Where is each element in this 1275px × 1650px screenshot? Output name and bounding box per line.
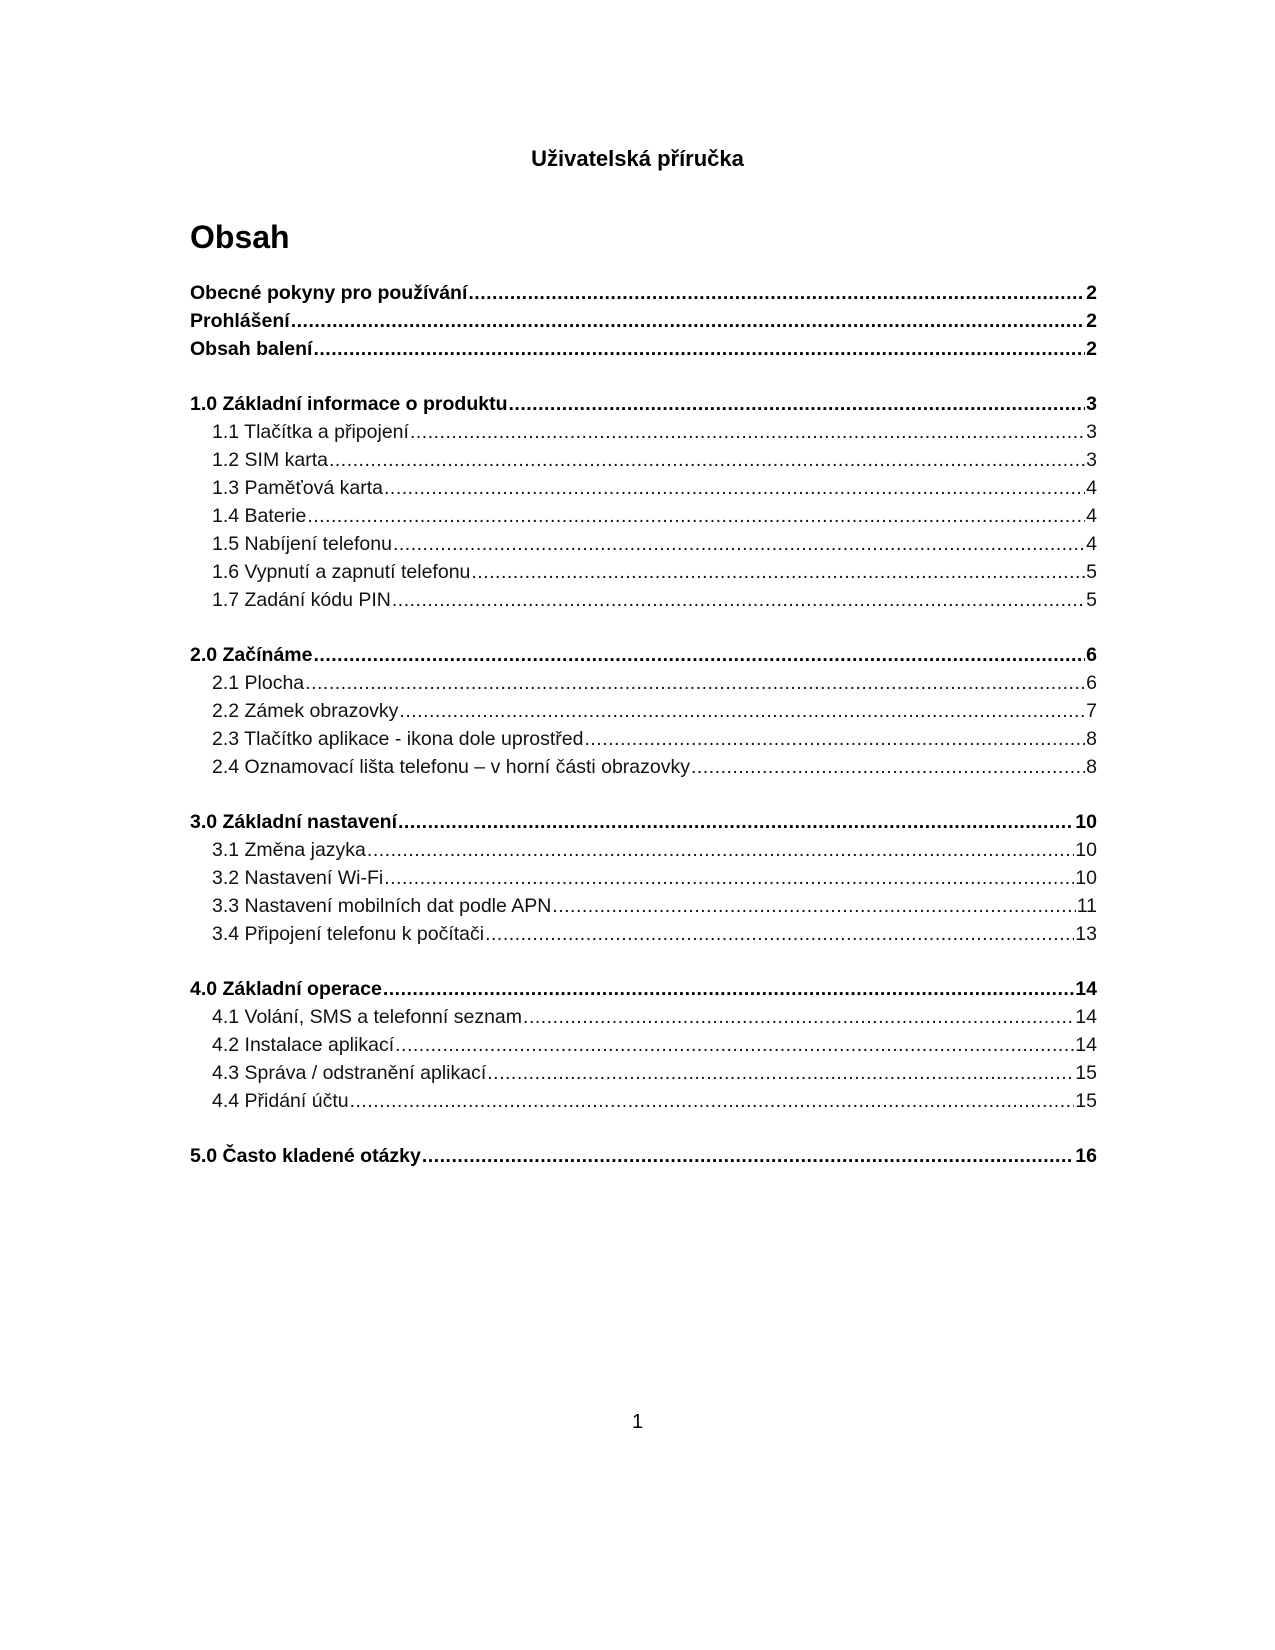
toc-entry-label: 3.3 Nastavení mobilních dat podle APN — [212, 895, 552, 917]
document-title: Uživatelská příručka — [531, 146, 744, 171]
toc-entry-page: 3 — [1086, 449, 1097, 471]
toc-dot-leader — [313, 335, 1085, 363]
toc-dot-leader — [329, 446, 1085, 474]
toc-entry-label: 2.4 Oznamovací lišta telefonu – v horní části obrazovky — [212, 756, 690, 778]
toc-entry[interactable] — [190, 836, 1097, 864]
toc-dot-leader — [399, 697, 1085, 725]
toc-entry-label: 1.7 Zadání kódu PIN — [212, 589, 391, 611]
toc-dot-leader — [393, 530, 1085, 558]
toc-entry-page: 15 — [1075, 1090, 1097, 1112]
toc-dot-leader — [584, 725, 1085, 753]
toc-entry[interactable] — [190, 920, 1097, 948]
toc-entry-page: 3 — [1086, 393, 1097, 415]
toc-entry-label: 1.0 Základní informace o produktu — [190, 393, 508, 415]
toc-entry[interactable] — [190, 502, 1097, 530]
toc-entry-page: 2 — [1086, 282, 1097, 304]
toc-entry-label: 2.1 Plocha — [212, 672, 305, 694]
toc-entry-label: 2.3 Tlačítko aplikace - ikona dole uprostřed — [212, 728, 584, 750]
toc-entry[interactable] — [190, 697, 1097, 725]
toc-entry[interactable] — [190, 335, 1097, 363]
toc-entry-page: 2 — [1086, 310, 1097, 332]
toc-entry-label: 5.0 Často kladené otázky — [190, 1145, 421, 1167]
toc-dot-leader — [383, 975, 1074, 1003]
toc-dot-leader — [508, 390, 1085, 418]
toc-entry-label: 1.2 SIM karta — [212, 449, 328, 471]
toc-entry[interactable] — [190, 530, 1097, 558]
table-of-contents — [190, 279, 1097, 1170]
toc-entry[interactable] — [190, 558, 1097, 586]
toc-entry-label: 4.3 Správa / odstranění aplikací — [212, 1062, 487, 1084]
toc-entry-label: 3.2 Nastavení Wi-Fi — [212, 867, 384, 889]
toc-dot-leader — [307, 502, 1085, 530]
toc-heading: Obsah — [190, 219, 290, 255]
toc-entry-page: 10 — [1075, 867, 1097, 889]
toc-entry-page: 6 — [1086, 644, 1097, 666]
toc-entry-page: 10 — [1075, 839, 1097, 861]
toc-entry[interactable] — [190, 307, 1097, 335]
toc-entry-label: 4.1 Volání, SMS a telefonní seznam — [212, 1006, 523, 1028]
toc-entry[interactable] — [190, 892, 1097, 920]
toc-dot-leader — [468, 279, 1085, 307]
toc-dot-leader — [395, 1031, 1074, 1059]
toc-dot-leader — [485, 920, 1074, 948]
toc-entry[interactable] — [190, 669, 1097, 697]
toc-entry[interactable] — [190, 446, 1097, 474]
toc-entry-page: 13 — [1075, 923, 1097, 945]
toc-dot-leader — [350, 1087, 1075, 1115]
toc-entry-label: 4.4 Přidání účtu — [212, 1090, 349, 1112]
toc-entry-page: 11 — [1076, 895, 1097, 917]
toc-entry[interactable] — [190, 1031, 1097, 1059]
toc-entry[interactable] — [190, 1059, 1097, 1087]
toc-dot-leader — [410, 418, 1085, 446]
toc-entry-page: 4 — [1086, 533, 1097, 555]
toc-dot-leader — [392, 586, 1085, 614]
toc-dot-leader — [313, 641, 1085, 669]
toc-entry[interactable] — [190, 1142, 1097, 1170]
toc-entry[interactable] — [190, 474, 1097, 502]
toc-entry-label: Prohlášení — [190, 310, 290, 332]
toc-entry[interactable] — [190, 808, 1097, 836]
toc-entry-page: 16 — [1075, 1145, 1097, 1167]
toc-entry-page: 14 — [1075, 1034, 1097, 1056]
toc-dot-leader — [487, 1059, 1074, 1087]
toc-dot-leader — [305, 669, 1085, 697]
toc-entry-label: 3.1 Změna jazyka — [212, 839, 366, 861]
toc-dot-leader — [291, 307, 1085, 335]
toc-entry[interactable] — [190, 864, 1097, 892]
toc-entry-label: 3.4 Připojení telefonu k počítači — [212, 923, 485, 945]
toc-entry-label: 1.1 Tlačítka a připojení — [212, 421, 409, 443]
toc-entry-label: Obsah balení — [190, 338, 313, 360]
toc-entry-label: 1.5 Nabíjení telefonu — [212, 533, 392, 555]
toc-entry[interactable] — [190, 279, 1097, 307]
toc-entry-label: 2.0 Začínáme — [190, 644, 313, 666]
toc-dot-leader — [384, 864, 1074, 892]
page-number: 1 — [631, 1411, 644, 1433]
toc-entry[interactable] — [190, 1003, 1097, 1031]
toc-entry-label: 4.0 Základní operace — [190, 978, 382, 1000]
toc-entry-label: 1.3 Paměťová karta — [212, 477, 383, 499]
toc-dot-leader — [422, 1142, 1074, 1170]
toc-dot-leader — [367, 836, 1074, 864]
toc-entry-page: 4 — [1086, 477, 1097, 499]
toc-entry[interactable] — [190, 753, 1097, 781]
toc-entry-page: 7 — [1086, 700, 1097, 722]
toc-entry[interactable] — [190, 418, 1097, 446]
toc-entry-page: 5 — [1086, 589, 1097, 611]
toc-entry[interactable] — [190, 1087, 1097, 1115]
toc-entry-page: 14 — [1075, 978, 1097, 1000]
toc-entry-page: 8 — [1086, 728, 1097, 750]
toc-dot-leader — [523, 1003, 1074, 1031]
toc-entry-label: Obecné pokyny pro používání — [190, 282, 468, 304]
toc-entry-page: 4 — [1086, 505, 1097, 527]
toc-dot-leader — [398, 808, 1074, 836]
toc-entry-label: 3.0 Základní nastavení — [190, 811, 398, 833]
toc-entry-label: 1.6 Vypnutí a zapnutí telefonu — [212, 561, 471, 583]
toc-entry[interactable] — [190, 390, 1097, 418]
toc-entry-label: 4.2 Instalace aplikací — [212, 1034, 395, 1056]
toc-dot-leader — [691, 753, 1085, 781]
toc-dot-leader — [471, 558, 1085, 586]
toc-entry[interactable] — [190, 975, 1097, 1003]
toc-entry-page: 6 — [1086, 672, 1097, 694]
toc-entry-page: 14 — [1075, 1006, 1097, 1028]
toc-entry-page: 10 — [1075, 811, 1097, 833]
toc-dot-leader — [384, 474, 1085, 502]
toc-entry[interactable] — [190, 586, 1097, 614]
toc-entry-page: 2 — [1086, 338, 1097, 360]
toc-entry-page: 3 — [1086, 421, 1097, 443]
toc-entry[interactable] — [190, 725, 1097, 753]
toc-dot-leader — [552, 892, 1075, 920]
toc-entry-page: 5 — [1086, 561, 1097, 583]
toc-entry[interactable] — [190, 641, 1097, 669]
toc-entry-label: 1.4 Baterie — [212, 505, 307, 527]
toc-entry-label: 2.2 Zámek obrazovky — [212, 700, 399, 722]
toc-entry-page: 8 — [1086, 756, 1097, 778]
toc-entry-page: 15 — [1075, 1062, 1097, 1084]
